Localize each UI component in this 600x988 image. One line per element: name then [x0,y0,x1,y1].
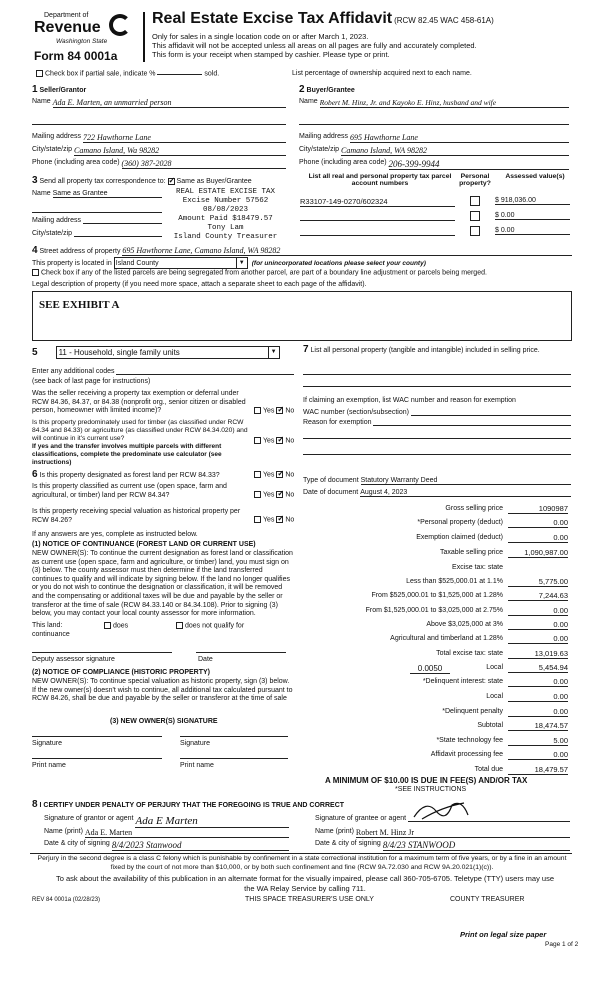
q-timber: Is this property predominately used for timber (as classified under RCW 84.34 and 84.33) or agriculture (as classified under RCW 84.34.020) and will continue in it's current use? [32,419,248,442]
stamp-line-4: Amount Paid $18479.57 [178,215,273,223]
no-label: No [285,471,295,479]
treasurer-use-only: THIS SPACE TREASURER'S USE ONLY [245,896,374,903]
calc-label-total-due: Total due [474,766,503,773]
parcel-1-field[interactable]: R33107-149-0270/602324 [300,197,455,207]
q-forest: 6 Is this property designated as forest land per RCW 84.33? [32,469,220,480]
header-divider [143,12,145,62]
perjury-note: Perjury in the second degree is a class C felony which is punishable by confinement in a state correctional institution for a maximum term of five years, or by a fine in an amount fixed by the court of not more than $10,000, or by both such confinement and fine (RCW 9A.72.030 and RCW 9A.20.021(1)(c)). [37,855,567,871]
segregate-label: Check box if any of the listed parcels are being segregated from another parcel, are part of a boundary line adjustment or parcels being merged. [41,269,487,277]
parcel-2-field[interactable] [300,212,455,221]
grantor-sig-row [44,815,289,828]
assessed-value-2[interactable]: $ 0.00 [495,212,570,220]
seller-city-label: City/state/zip [32,146,73,153]
grantor-date-row [44,840,289,851]
deputy-date-label: Date [198,656,213,663]
calc-label-tier2: From $525,000.01 to $1,525,000 at 1.28% [371,592,503,599]
footer-divider [30,853,572,854]
form-number: Form 84 0001a [34,49,118,63]
logo-state: Washington State [56,38,108,45]
calc-value-exemption[interactable]: 0.00 [508,533,568,543]
calc-value-processing-fee[interactable]: 0.00 [508,750,568,760]
calc-label-local: Local [486,664,503,671]
legal-label: Legal description of property (if you need more space, attach a separate sheet to each page of the affidavit). [32,281,367,288]
owner-print-1[interactable] [32,754,162,759]
local-rate-field[interactable]: 0.0050 [410,664,450,674]
continuance-label: continuance [32,631,70,638]
calc-label-ag: Agricultural and timberland at 1.28% [390,635,503,642]
owner-sig-2[interactable] [180,732,288,737]
q-forest-no[interactable] [276,471,283,478]
buyer-heading: Buyer/Grantee [306,87,355,94]
grantee-name-row [315,828,570,838]
yes-label: Yes [263,437,275,445]
q-timber-yes[interactable] [254,437,261,444]
buyer-city-field[interactable]: Camano Island, WA 98282 [341,146,569,156]
doc-type-row [303,477,571,485]
buyer-phone-label: Phone (including area code) [299,159,387,166]
q-exemption-answer [254,407,294,414]
calc-value-tier2[interactable]: 7,244.63 [508,591,568,601]
sec3-name-field[interactable]: Same as Grantee [53,190,162,198]
land-does-checkbox[interactable] [104,622,111,629]
q-forest-answer [254,471,294,478]
wac-label: WAC number (section/subsection) [303,409,409,416]
calc-label-processing-fee: Affidavit processing fee [430,751,503,758]
calc-label-delinq-int: *Delinquent interest: state [422,678,503,685]
reason-line-3[interactable] [303,450,571,455]
notice-compliance-title: (2) NOTICE OF COMPLIANCE (HISTORIC PROPERTY) [32,669,210,676]
grantor-sig-label: Signature of grantor or agent [44,815,134,822]
seller-phone-field[interactable]: (360) 387-2028 [122,159,286,169]
buyer-name-line-2[interactable] [299,116,569,125]
calc-value-tier4[interactable]: 0.00 [508,620,568,630]
seller-name-label: Name [32,98,51,105]
doc-type-field[interactable]: Statutory Warranty Deed [361,477,571,485]
county-label: This property is located in [32,259,112,267]
q-exemption-no[interactable] [276,407,283,414]
use-value: 11 - Household, single family units [58,348,180,357]
sec3-name-label: Name [32,190,51,197]
sec8-title: 8 I CERTIFY UNDER PENALTY OF PERJURY THAT THE FOREGOING IS TRUE AND CORRECT [32,799,345,810]
county-select[interactable] [114,257,248,269]
calc-value-tier1[interactable]: 5,775.00 [508,577,568,587]
sec3-mail-field[interactable] [83,217,162,224]
seller-mail-label: Mailing address [32,133,82,140]
chevron-down-icon[interactable]: ▼ [268,347,279,358]
segregate-checkbox[interactable] [32,269,39,276]
grantee-signature-scribble [412,797,472,823]
codes-field[interactable] [116,368,294,375]
calc-label-subtotal: Subtotal [477,722,503,729]
no-label: No [285,437,295,445]
minimum-due-note: A MINIMUM OF $10.00 IS DUE IN FEE(S) AND/OR TAX [325,776,528,785]
certify-label: I CERTIFY UNDER PENALTY OF PERJURY THAT THE FOREGOING IS TRUE AND CORRECT [39,802,345,809]
sec3-mail-label: Mailing address [32,217,82,224]
seller-mail-field[interactable]: 722 Hawthorne Lane [83,133,286,143]
reason-label: Reason for exemption [303,419,372,426]
personal-property-line-1[interactable] [303,370,571,375]
owner-sig-1[interactable] [32,732,162,737]
deputy-label: Deputy assessor signature [32,656,115,663]
buyer-phone-field[interactable]: 206-399-9944 [389,159,569,170]
assessed-value-1[interactable]: $ 918,036.00 [495,197,570,205]
sec3-heading: 3 Send all property tax correspondence to: ✓ Same as Buyer/Grantee [32,175,252,186]
wac-field[interactable] [411,409,571,416]
q-timber-no[interactable] [276,437,283,444]
no-label: No [285,491,295,499]
partial-sale-checkbox[interactable] [36,70,43,77]
grantee-signature-field[interactable] [408,815,570,822]
personal-checkbox-3[interactable] [470,226,480,236]
logo-revenue: Revenue [34,19,101,36]
assessed-header: Assessed value(s) [505,173,565,180]
yes-label: Yes [263,516,275,524]
county-value: Island County [115,259,159,267]
codes-label: Enter any additional codes [32,368,115,375]
calc-label-tier1: Less than $525,000.01 at 1.1% [406,578,503,585]
sec4-county [32,257,426,269]
logo-dept: Department of [44,12,89,19]
calc-value-gross[interactable]: 1090987 [508,504,568,514]
stamp-line-1: REAL ESTATE EXCISE TAX [175,188,276,196]
q-exemption-yes[interactable] [254,407,261,414]
header-note-3: This form is your receipt when stamped by cashier. Please type or print. [152,50,390,59]
calc-label-tier3: From $1,525,000.01 to $3,025,000 at 2.75% [365,607,503,614]
rev-number: REV 84 0001a (02/28/23) [32,897,101,903]
yes-label: Yes [263,407,275,415]
treasurer-stamp [163,188,288,242]
grantor-name-field[interactable]: Ada E. Marten [85,828,289,838]
grantor-signature-field[interactable]: Ada E Marten [135,815,289,828]
calc-value-tier3[interactable]: 0.00 [508,606,568,616]
new-owner-sig-title: (3) NEW OWNER(S) SIGNATURE [110,718,218,725]
dor-logo [34,12,139,62]
calc-value-penalty[interactable]: 0.00 [508,707,568,717]
no-label: No [285,407,295,415]
reason-field[interactable] [373,419,571,426]
calc-label-total-state: Total excise tax: state [436,650,503,657]
calc-value-delinq-int[interactable]: 0.00 [508,677,568,687]
q-exemption: Was the seller receiving a property tax exemption or deferral under RCW 84.36, 84.37, or 84.38 (nonprofit org., senior citizen or disabled person, homeowner with limited income)? [32,390,246,414]
chevron-down-icon[interactable]: ▼ [236,258,247,268]
logo-swoosh-icon [109,14,131,36]
q-forest-label: Is this property designated as forest land per RCW 84.33? [39,472,220,479]
partial-sale-label: Check box if partial sale, indicate % [45,70,156,78]
sec3-mail [32,217,162,224]
sec3-city-field[interactable] [74,230,162,237]
street-field[interactable]: 695 Hawthorne Lane, Camano Island, WA 98282 [122,246,572,256]
personal-checkbox-1[interactable] [470,196,480,206]
reason-line-2[interactable] [303,434,571,439]
q-current-use: Is this property classified as current use (open space, farm and agricultural, or timber) land per RCW 84.34? [32,483,227,499]
land-does-label: does [113,622,129,630]
sec3-label: Send all property tax correspondence to: [39,178,166,185]
same-as-buyer-checkbox[interactable] [168,178,175,185]
wac-row [303,409,571,416]
calc-value-ag[interactable]: 0.00 [508,634,568,644]
grantor-date-label: Date & city of signing [44,840,110,847]
calc-label-gross: Gross selling price [445,505,503,512]
grantee-date-label: Date & city of signing [315,840,381,847]
calc-value-taxable[interactable]: 1,090,987.00 [508,548,568,558]
sec7-label: 7 List all personal property (tangible and intangible) included in selling price. [303,344,540,355]
county-note: (for unincorporated locations please select your county) [251,259,426,267]
calc-label-tech-fee: *State technology fee [436,737,503,744]
seller-section: 1 Seller/Grantor Name Ada E. Marten, an unmarried person Mailing address 722 Hawthorne Lane City/state/zip Camano Island, Wa 98282 Phone (including area code) (360) 387-2028 [32,84,286,169]
q-historic: Is this property receiving special valuation as historical property per RCW 84.26? [32,508,241,524]
partial-sold: sold. [204,70,220,78]
q-timber-answer [254,437,294,444]
legal-description-box[interactable] [32,291,572,341]
grantee-name-label: Name (print) [315,828,354,835]
calc-value-total-due[interactable]: 18,479.57 [508,765,568,775]
seller-name-field[interactable]: Ada E. Marten, an unmarried person [53,98,286,108]
deputy-signature-field[interactable] [32,648,172,653]
stamp-line-2: Excise Number 57562 [182,197,269,205]
no-label: No [285,516,295,524]
deputy-date-field[interactable] [196,648,286,653]
calc-value-subtotal[interactable]: 18,474.57 [508,721,568,731]
county-treasurer: COUNTY TREASURER [450,896,525,903]
calc-label-penalty: *Delinquent penalty [442,708,503,715]
seller-name-line-2[interactable] [32,116,286,125]
use-select[interactable] [56,346,280,359]
print-label-1: Print name [32,762,66,769]
sec4-street: 4 Street address of property 695 Hawthorne Lane, Camano Island, WA 98282 [32,245,572,256]
calc-label-delinq-local: Local [486,693,503,700]
q-current-use-no[interactable] [276,491,283,498]
this-land-label: This land: [32,622,63,629]
buyer-name-label: Name [299,98,318,105]
q-timber-note: If yes and the transfer involves multiple parcels with different classifications, complete the predominate use calculator (see instructions) [32,443,222,466]
buyer-mail-field[interactable]: 695 Hawthorne Lane [350,133,569,143]
calc-label-tier4: Above $3,025,000 at 3% [426,621,503,628]
codes-note: (see back of last page for instructions) [32,378,151,385]
owner-print-2[interactable] [180,754,288,759]
q-historic-answer [254,516,294,523]
reason-row [303,419,571,426]
yes-label: Yes [263,491,275,499]
header-note-2: This affidavit will not be accepted unless all areas on all pages are fully and accurately completed. [152,41,477,50]
calc-label-excise-state: Excise tax: state [452,564,503,571]
calc-value-tech-fee[interactable]: 5.00 [508,736,568,746]
sec3-city-label: City/state/zip [32,230,73,237]
q-forest-yes[interactable] [254,471,261,478]
grantor-date-field[interactable]: 8/4/2023 Stanwood [112,840,289,851]
header-note-1: Only for sales in a single location code on or after March 1, 2023. [152,32,369,41]
print-label-2: Print name [180,762,214,769]
q-historic-yes[interactable] [254,516,261,523]
notice-continuance-body: NEW OWNER(S): To continue the current designation as forest land or classification as current use (open space, farm and agriculture, or timber) land, you must sign on (3) below. The county assessor must then determine if the land transferred continues to qualify and will indicate by signing below. If the land no longer qualifies or you do not wish to continue the designation or classification, it will be removed and the compensating or additional taxes will be due and payable by the seller or transferor at the time of sale (RCW 84.33.140 or 84.34.108). Prior to signing (3) below, you may contact your local county assessor for more information. [32,550,293,618]
buyer-city-label: City/state/zip [299,146,340,153]
same-as-buyer-label: Same as Buyer/Grantee [176,178,252,185]
calc-value-local[interactable]: 5,454.94 [508,663,568,673]
doc-date-field[interactable]: August 4, 2023 [360,489,571,497]
calc-label-taxable: Taxable selling price [439,549,503,556]
partial-sale[interactable] [36,70,219,77]
parcel-header: List all real and personal property tax parcel account numbers [308,173,452,187]
q-historic-no[interactable] [276,516,283,523]
personal-checkbox-2[interactable] [470,211,480,221]
calc-value-personal[interactable]: 0.00 [508,518,568,528]
stamp-line-5: Tony Lam [207,224,244,232]
form-title [152,10,494,28]
q-current-use-answer [254,491,294,498]
parcel-3-field[interactable] [300,227,455,236]
notice-continuance-title: (1) NOTICE OF CONTINUANCE (FOREST LAND OR CURRENT USE) [32,541,256,548]
assessed-value-3[interactable]: $ 0.00 [495,227,570,235]
buyer-mail-label: Mailing address [299,133,349,140]
grantor-name-label: Name (print) [44,828,83,835]
sec3-name [32,190,162,198]
grantee-date-row [315,840,570,851]
grantee-sig-label: Signature of grantee or agent [315,815,407,822]
page-number: Page 1 of 2 [545,941,579,948]
doc-date-row [303,489,571,497]
sec3-name-line-2[interactable] [32,206,162,213]
exemption-label: If claiming an exemption, list WAC number and reason for exemption [303,397,516,404]
doc-type-label: Type of document [303,477,359,484]
sig-label-1: Signature [32,740,62,747]
segregate-row [32,269,487,276]
ownership-note: List percentage of ownership acquired next to each name. [292,70,472,77]
if-any-note: If any answers are yes, complete as instructed below. [32,531,198,538]
calc-value-delinq-local[interactable]: 0.00 [508,692,568,702]
calc-label-exemption: Exemption claimed (deduct) [416,534,503,541]
print-legal-note: Print on legal size paper [460,930,547,939]
personal-property-line-2[interactable] [303,382,571,387]
notice-compliance-body: NEW OWNER(S): To continue special valuation as historic property, sign (3) below. If the new owner(s) doesn't wish to continue, all additional tax calculated pursuant to RCW 84.26, shall be due and payable by the seller or transferor at the time of sale [32,678,293,703]
calc-value-total-state[interactable]: 13,019.63 [508,649,568,659]
yes-label: Yes [263,471,275,479]
calc-label-personal: *Personal property (deduct) [417,519,503,526]
personal-header: Personal property? [459,173,491,187]
stamp-line-3: 08/08/2023 [202,206,248,214]
q-current-use-yes[interactable] [254,491,261,498]
additional-codes [32,368,294,375]
stamp-line-6: Island County Treasurer [173,233,278,241]
title-text: Real Estate Excise Tax Affidavit [152,10,393,27]
grantee-sig-row [315,815,570,822]
doc-date-label: Date of document [303,489,359,496]
seller-city-field[interactable]: Camano Island, Wa 98282 [74,146,286,156]
sec3-city [32,230,162,237]
partial-percent-field[interactable] [157,74,202,75]
buyer-section: 2 Buyer/Grantee Name Robert M. Hinz, Jr. and Kayoko E. Hinz, husband and wife Mailing address 695 Hawthorne Lane City/state/zip Camano Island, WA 98282 Phone (including area code) 206-399-9944 [299,84,569,170]
sec5-use: 5 11 - Household, single family units ▼ [32,346,280,359]
grantor-name-row [44,828,289,838]
street-label: Street address of property [39,248,121,255]
land-does-not-checkbox[interactable] [176,622,183,629]
personal-property-label: List all personal property (tangible and intangible) included in selling price. [310,347,540,354]
seller-heading: Seller/Grantor [39,87,87,94]
sig-label-2: Signature [180,740,210,747]
see-instructions: *SEE INSTRUCTIONS [395,786,467,793]
seller-phone-label: Phone (including area code) [32,159,120,166]
legal-description-text: SEE EXHIBIT A [39,299,120,311]
grantee-name-field[interactable]: Robert M. Hinz Jr [356,828,570,838]
buyer-name-field[interactable]: Robert M. Hinz, Jr. and Kayoko E. Hinz, husband and wife [320,98,569,108]
grantee-date-field[interactable]: 8/4/23 STANWOOD [383,840,570,851]
alt-format-note: To ask about the availability of this publication in an alternate format for the visually impaired, please call 360-705-6705. Teletype (TTY) users may use the WA Relay Service by calling 711. [55,874,555,893]
title-cite: (RCW 82.45 WAC 458-61A) [394,16,494,25]
this-land-row [32,622,294,629]
land-does-not-label: does not qualify for [185,622,245,630]
